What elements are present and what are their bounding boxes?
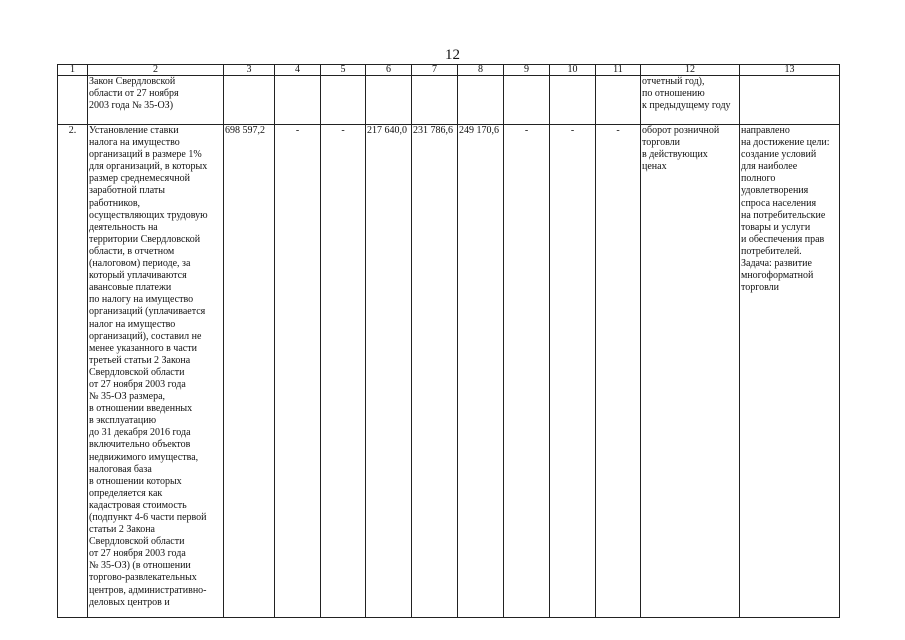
value-cell	[458, 76, 504, 125]
column-number: 4	[275, 65, 321, 76]
value-cell: 231 786,6	[412, 125, 458, 618]
value-cell: -	[504, 125, 550, 618]
value-cell	[550, 76, 596, 125]
value-cell: -	[275, 125, 321, 618]
value-cell	[504, 76, 550, 125]
value-cell: 698 597,2	[224, 125, 275, 618]
value-cell: 249 170,6	[458, 125, 504, 618]
table-row	[58, 76, 840, 125]
value-cell	[224, 76, 275, 125]
value-cell: -	[550, 125, 596, 618]
row-number-cell: 2.	[58, 125, 88, 618]
value-cell: -	[321, 125, 366, 618]
value-cell	[366, 76, 412, 125]
column-number: 10	[550, 65, 596, 76]
goal-cell	[740, 76, 840, 125]
column-number: 6	[366, 65, 412, 76]
column-number: 12	[641, 65, 740, 76]
column-number: 9	[504, 65, 550, 76]
column-number: 2	[88, 65, 224, 76]
table-row	[58, 125, 840, 618]
measure-description-cell: Закон Свердловской области от 27 ноября 2003 года № 35-ОЗ)	[88, 76, 224, 125]
measure-description-cell: Установление ставки налога на имущество организаций в размере 1% для организаций, в которых размер среднемесячной заработной платы работников, осуществляющих трудовую деятельность на территории Свердловской области, в отчетном (налоговом) периоде, за который уплачиваются авансовые платежи по налогу на имущество организаций (уплачивается налог на имущество организаций), составил не менее указанного в части третьей статьи 2 Закона Свердловской области от 27 ноября 2003 года № 35-ОЗ размера, в отношении введенных в эксплуатацию до 31 декабря 2016 года включительно объектов недвижимого имущества, налоговая база в отношении которых определяется как кадастровая стоимость (подпункт 4-6 части первой статьи 2 Закона Свердловской области от 27 ноября 2003 года № 35-ОЗ) (в отношении торгово-развлекательных центров, административно- деловых центров и	[88, 125, 224, 618]
column-number: 3	[224, 65, 275, 76]
row-number-cell	[58, 76, 88, 125]
column-number: 11	[596, 65, 641, 76]
indicator-cell: отчетный год), по отношению к предыдущему году	[641, 76, 740, 125]
column-number: 1	[58, 65, 88, 76]
value-cell: -	[596, 125, 641, 618]
column-number: 13	[740, 65, 840, 76]
goal-cell: направлено на достижение цели: создание условий для наиболее полного удовлетворения спроса населения на потребительские товары и услуги и обеспечения прав потребителей. Задача: развитие многоформатной торговли	[740, 125, 840, 618]
page-number: 12	[445, 47, 460, 63]
value-cell	[321, 76, 366, 125]
value-cell	[412, 76, 458, 125]
column-number: 8	[458, 65, 504, 76]
tax-expenditure-table	[57, 64, 840, 618]
value-cell: 217 640,0	[366, 125, 412, 618]
column-number: 5	[321, 65, 366, 76]
indicator-cell: оборот розничной торговли в действующих ценах	[641, 125, 740, 618]
value-cell	[596, 76, 641, 125]
column-number: 7	[412, 65, 458, 76]
column-number-row	[58, 65, 840, 76]
value-cell	[275, 76, 321, 125]
